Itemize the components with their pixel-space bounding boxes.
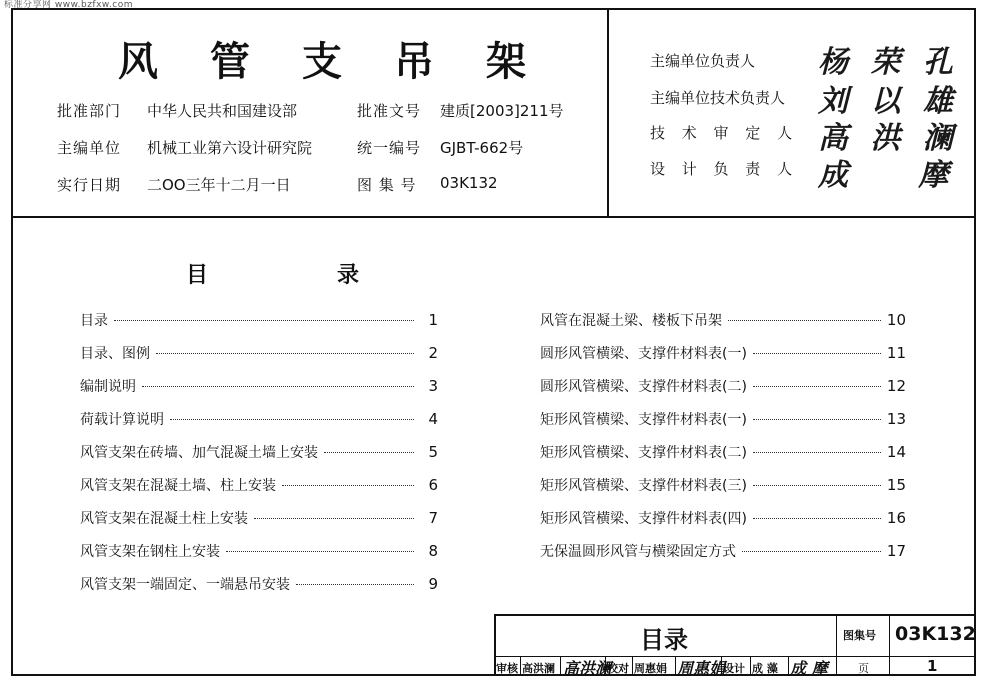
toc-entry-page: 6 (428, 476, 438, 494)
title-block-divider (675, 656, 676, 676)
toc-entry-label: 风管支架在混凝土柱上安装 (80, 511, 248, 527)
toc-leader-dots (282, 485, 414, 486)
toc-leader-dots (254, 518, 414, 519)
effective-date-value: 二OO三年十二月一日 (147, 176, 291, 194)
editor-unit-value: 机械工业第六设计研究院 (147, 139, 313, 157)
toc-leader-dots (728, 320, 881, 321)
approval-dept-label: 批准部门 (57, 102, 122, 120)
design-signature: 成 摩 (790, 659, 828, 678)
toc-entry[interactable] (540, 409, 906, 429)
signature: 高 洪 澜 (818, 121, 959, 156)
toc-entry-label: 目录 (80, 313, 108, 329)
toc-entry[interactable] (540, 508, 906, 528)
unified-number-label: 统一编号 (357, 139, 422, 157)
toc-entry[interactable] (80, 442, 438, 462)
toc-leader-dots (226, 551, 414, 552)
toc-entry-page: 3 (428, 377, 438, 395)
check-name: 周惠娟 (634, 662, 667, 675)
toc-entry[interactable] (540, 343, 906, 363)
toc-entry-label: 风管支架在钢柱上安装 (80, 544, 220, 560)
toc-entry[interactable] (80, 574, 438, 594)
toc-entry[interactable] (80, 508, 438, 528)
toc-entry-page: 15 (886, 476, 906, 494)
toc-leader-dots (753, 419, 881, 420)
document-title: 风管支吊架 (118, 38, 578, 85)
title-block-divider (836, 614, 837, 676)
toc-entry-page: 13 (886, 410, 906, 428)
toc-entry[interactable] (540, 541, 906, 561)
toc-entry[interactable] (80, 310, 438, 330)
review-signature: 高洪澜 (563, 659, 612, 678)
toc-entry-page: 14 (886, 443, 906, 461)
signature: 刘 以 雄 (818, 84, 959, 119)
toc-entry-page: 9 (428, 575, 438, 593)
toc-entry-label: 矩形风管横梁、支撑件材料表(二) (540, 445, 747, 461)
toc-entry[interactable] (80, 475, 438, 495)
atlas-number: 03K132 (895, 623, 976, 645)
title-block-divider (788, 656, 789, 676)
atlas-label: 图集号 (843, 629, 876, 642)
title-block-divider (889, 614, 890, 676)
toc-entry-page: 17 (886, 542, 906, 560)
review-name: 高洪澜 (522, 662, 555, 675)
watermark: 标准分享网 www.bzfxw.com (4, 0, 134, 10)
signature: 杨 荣 孔 (818, 45, 959, 80)
responsible-role: 技 术 审 定 人 (650, 124, 799, 142)
toc-entry-label: 矩形风管横梁、支撑件材料表(四) (540, 511, 747, 527)
toc-entry-label: 矩形风管横梁、支撑件材料表(三) (540, 478, 747, 494)
toc-entry-page: 16 (886, 509, 906, 527)
check-signature: 周惠娟 (677, 659, 726, 678)
review-label: 审核 (496, 662, 518, 675)
toc-entry-page: 12 (886, 377, 906, 395)
title-block-divider (520, 656, 521, 676)
toc-leader-dots (753, 353, 881, 354)
toc-entry[interactable] (540, 475, 906, 495)
toc-leader-dots (170, 419, 414, 420)
sheet-name: 目录 (640, 626, 688, 654)
toc-entry[interactable] (80, 343, 438, 363)
toc-entry-label: 编制说明 (80, 379, 136, 395)
toc-leader-dots (753, 386, 881, 387)
toc-leader-dots (296, 584, 414, 585)
toc-entry-page: 2 (428, 344, 438, 362)
toc-entry-label: 风管支架在砖墙、加气混凝土墙上安装 (80, 445, 318, 461)
toc-entry[interactable] (540, 442, 906, 462)
toc-entry-label: 风管支架在混凝土墙、柱上安装 (80, 478, 276, 494)
approval-doc-label: 批准文号 (357, 102, 422, 120)
responsible-role: 设 计 负 责 人 (650, 160, 799, 178)
page-number: 1 (927, 657, 938, 675)
toc-entry-page: 8 (428, 542, 438, 560)
toc-entry-label: 矩形风管横梁、支撑件材料表(一) (540, 412, 747, 428)
check-label: 校对 (607, 662, 629, 675)
toc-entry-label: 荷载计算说明 (80, 412, 164, 428)
toc-entry-page: 1 (428, 311, 438, 329)
responsible-role: 主编单位负责人 (650, 52, 756, 70)
toc-entry[interactable] (80, 376, 438, 396)
header-divider (11, 216, 976, 218)
atlas-number-value: 03K132 (440, 174, 498, 192)
toc-entry[interactable] (540, 376, 906, 396)
editor-unit-label: 主编单位 (57, 139, 122, 157)
toc-leader-dots (142, 386, 414, 387)
design-label: 设计 (723, 662, 745, 675)
responsible-role: 主编单位技术负责人 (650, 89, 786, 107)
toc-leader-dots (753, 518, 881, 519)
toc-entry-label: 圆形风管横梁、支撑件材料表(一) (540, 346, 747, 362)
approval-dept-value: 中华人民共和国建设部 (147, 102, 298, 120)
approval-doc-value: 建质[2003]211号 (440, 102, 564, 120)
toc-entry-label: 风管在混凝土梁、楼板下吊架 (540, 313, 722, 329)
toc-leader-dots (156, 353, 414, 354)
atlas-number-label: 图 集 号 (357, 176, 417, 194)
toc-entry-page: 4 (428, 410, 438, 428)
toc-entry-page: 11 (886, 344, 906, 362)
effective-date-label: 实行日期 (57, 176, 122, 194)
toc-entry[interactable] (540, 310, 906, 330)
title-block-divider (560, 656, 561, 676)
page-label: 页 (858, 662, 869, 675)
toc-leader-dots (742, 551, 881, 552)
design-name: 成 藻 (752, 662, 778, 675)
toc-entry[interactable] (80, 541, 438, 561)
header-vertical-divider (607, 8, 609, 217)
toc-entry-label: 目录、图例 (80, 346, 150, 362)
toc-entry-label: 圆形风管横梁、支撑件材料表(二) (540, 379, 747, 395)
toc-leader-dots (114, 320, 414, 321)
signature: 成 摩 (818, 158, 979, 193)
title-block-divider (632, 656, 633, 676)
toc-entry[interactable] (80, 409, 438, 429)
toc-entry-page: 7 (428, 509, 438, 527)
toc-entry-page: 5 (428, 443, 438, 461)
toc-entry-page: 10 (886, 311, 906, 329)
unified-number-value: GJBT-662号 (440, 139, 524, 157)
toc-entry-label: 风管支架一端固定、一端悬吊安装 (80, 577, 290, 593)
toc-leader-dots (753, 485, 881, 486)
toc-leader-dots (324, 452, 414, 453)
toc-leader-dots (753, 452, 881, 453)
toc-title-right: 录 (337, 263, 360, 288)
toc-entry-label: 无保温圆形风管与横梁固定方式 (540, 544, 736, 560)
toc-title-left: 目 (186, 263, 209, 288)
title-block-divider (750, 656, 751, 676)
